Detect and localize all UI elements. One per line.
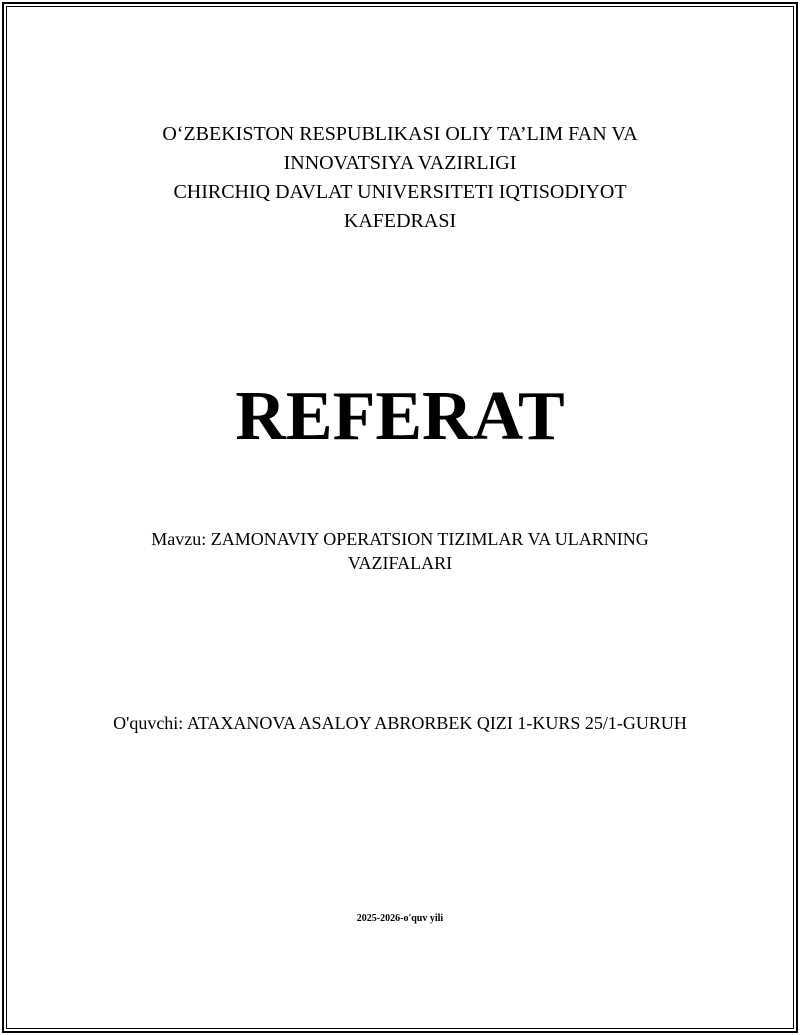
header-line-2: INNOVATSIYA VAZIRLIGI xyxy=(283,152,517,174)
document-header xyxy=(120,120,680,236)
document-topic: Mavzu: ZAMONAVIY OPERATSION TIZIMLAR VA ULARNING VAZIFALARI xyxy=(151,529,649,573)
document-title: REFERAT xyxy=(235,378,565,455)
header-line-4: KAFEDRASI xyxy=(343,210,457,232)
header-line-1: O‘ZBEKISTON RESPUBLIKASI OLIY TA’LIM FAN VA xyxy=(162,123,638,145)
academic-year: 2025-2026-o'quv yili xyxy=(356,913,444,924)
header-line-3: CHIRCHIQ DAVLAT UNIVERSITETI IQTISODIYOT xyxy=(173,181,627,203)
student-info: O'quvchi: ATAXANOVA ASALOY ABRORBEK QIZI 1-KURS 25/1-GURUH xyxy=(113,713,687,733)
